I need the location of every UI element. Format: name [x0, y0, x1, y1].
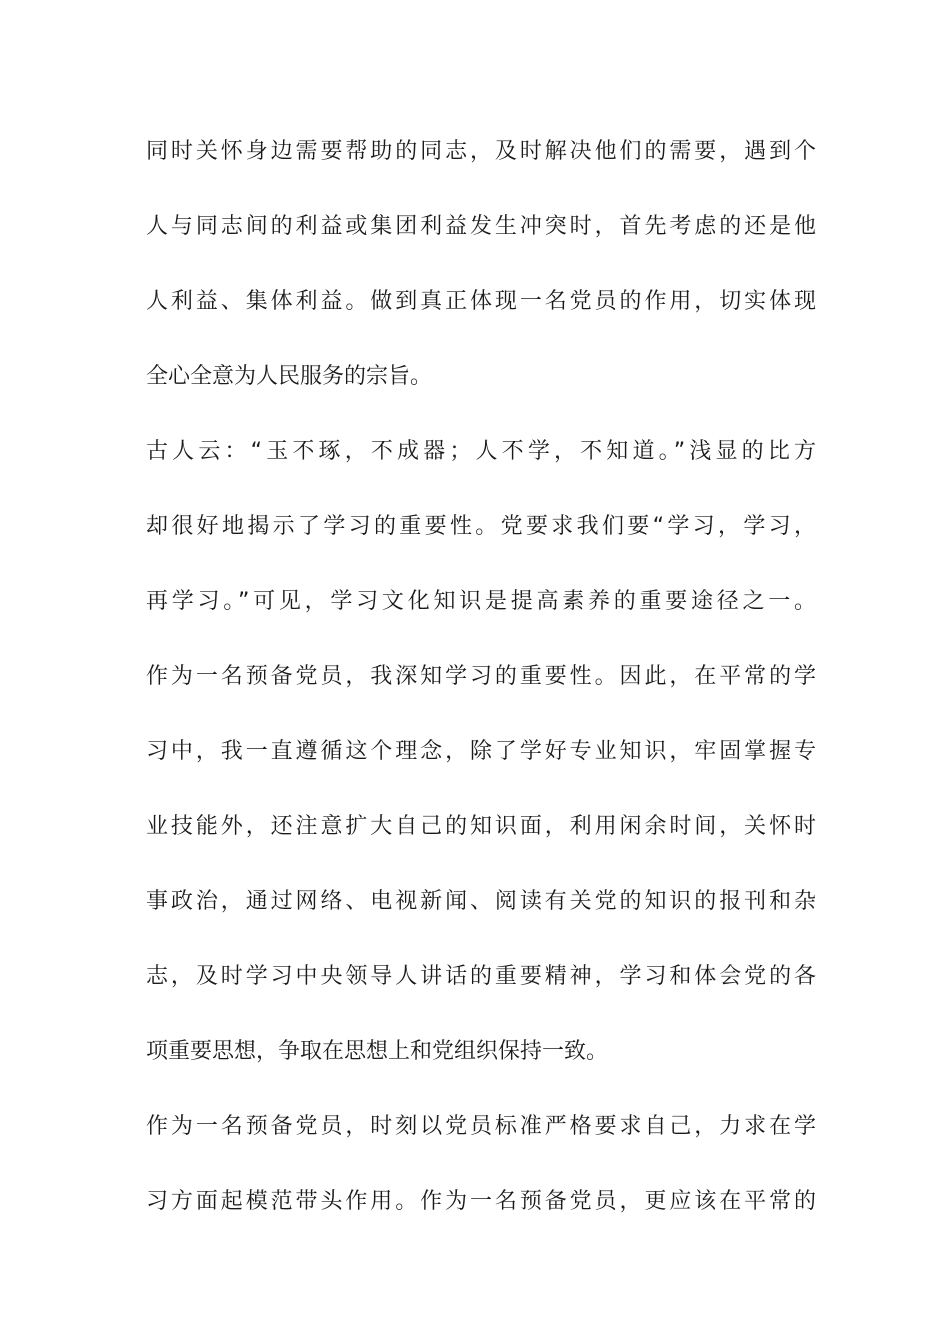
- text-line: 志，及时学习中央领导人讲话的重要精神，学习和体会党的各: [146, 964, 816, 989]
- text-line: 项重要思想，争取在思想上和党组织保持一致。: [146, 1039, 609, 1064]
- text-line: 古人云：“玉不琢，不成器；人不学，不知道。”浅显的比方: [146, 439, 816, 464]
- text-line: 全心全意为人民服务的宗旨。: [146, 364, 433, 389]
- text-line: 人利益、集体利益。做到真正体现一名党员的作用，切实体现: [146, 289, 816, 314]
- text-line: 同时关怀身边需要帮助的同志，及时解决他们的需要，遇到个: [146, 139, 816, 164]
- text-line: 作为一名预备党员，我深知学习的重要性。因此，在平常的学: [146, 664, 816, 689]
- text-line: 作为一名预备党员，时刻以党员标准严格要求自己，力求在学: [146, 1114, 816, 1139]
- text-line: 业技能外，还注意扩大自己的知识面，利用闲余时间，关怀时: [146, 814, 816, 839]
- text-line: 再学习。”可见，学习文化知识是提高素养的重要途径之一。: [146, 589, 816, 614]
- text-line: 习中，我一直遵循这个理念，除了学好专业知识，牢固掌握专: [146, 739, 816, 764]
- text-line: 却很好地揭示了学习的重要性。党要求我们要“学习，学习，: [146, 514, 816, 539]
- text-line: 事政治，通过网络、电视新闻、阅读有关党的知识的报刊和杂: [146, 889, 816, 914]
- text-line: 人与同志间的利益或集团利益发生冲突时，首先考虑的还是他: [146, 214, 816, 239]
- text-line: 习方面起模范带头作用。作为一名预备党员，更应该在平常的: [146, 1189, 816, 1214]
